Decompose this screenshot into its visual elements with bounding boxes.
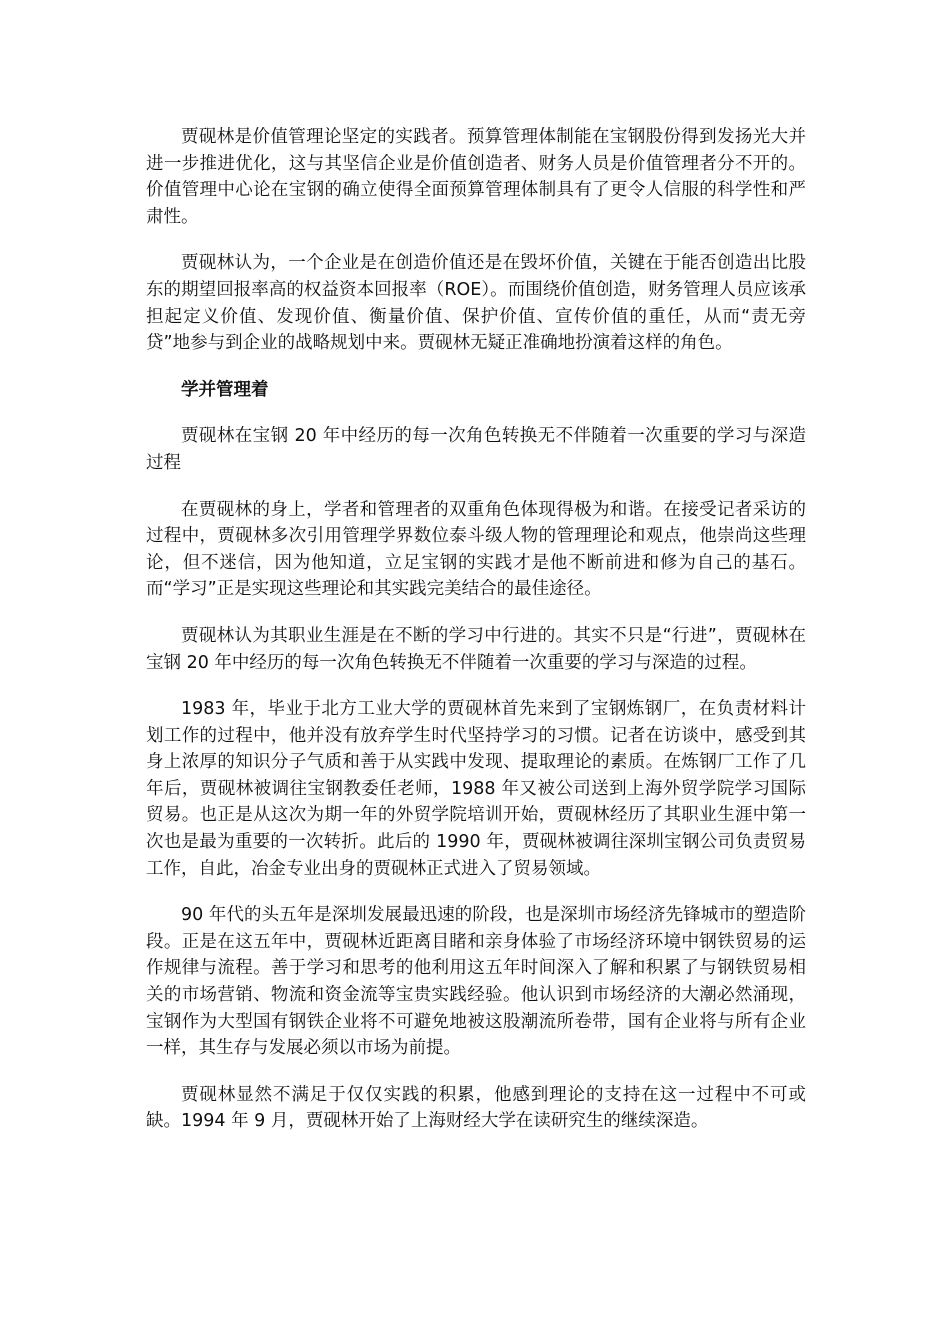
document-page bbox=[146, 124, 806, 1155]
paragraph-90s-shenzhen: 90 年代的头五年是深圳发展最迅速的阶段，也是深圳市场经济先锋城市的塑造阶段。正是在这五年中，贾砚林近距离目睹和亲身体验了市场经济环境中钢铁贸易的运作规律与流程。善于学习和思考的他利用这五年时间深入了解和积累了与钢铁贸易相关的市场营销、物流和资金流等宝贵实践经验。他认识到市场经济的大潮必然涌现，宝钢作为大型国有钢铁企业将不可避免地被这股潮流所卷带，国有企业将与所有企业一样，其生存与发展必须以市场为前提。 bbox=[146, 905, 806, 1059]
paragraph-1983: 1983 年，毕业于北方工业大学的贾砚林首先来到了宝钢炼钢厂，在负责材料计划工作的过程中，他并没有放弃学生时代坚持学习的习惯。记者在访谈中，感受到其身上浓厚的知识分子气质和善于从实践中发现、提取理论的素质。在炼钢厂工作了几年后，贾砚林被调往宝钢教委任老师，1988 年又被公司送到上海外贸学院学习国际贸易。也正是从这次为期一年的外贸学院培训开始，贾砚林经历了其职业生涯中第一次也是最为重要的一次转折。此后的 1990 年，贾砚林被调往深圳宝钢公司负责贸易工作，自此，冶金专业出身的贾砚林正式进入了贸易领域。 bbox=[146, 699, 806, 879]
paragraph-value-management: 贾砚林是价值管理论坚定的实践者。预算管理体制能在宝钢股份得到发扬光大并进一步推进优化，这与其坚信企业是价值创造者、财务人员是价值管理者分不开的。价值管理中心论在宝钢的确立使得全面预算管理体制具有了更令人信服的科学性和严肃性。 bbox=[146, 127, 806, 227]
paragraph-subtitle: 贾砚林在宝钢 20 年中经历的每一次角色转换无不伴随着一次重要的学习与深造过程 bbox=[146, 426, 806, 473]
paragraph-scholar-manager: 在贾砚林的身上，学者和管理者的双重角色体现得极为和谐。在接受记者采访的过程中，贾砚林多次引用管理学界数位泰斗级人物的管理理论和观点，他崇尚这些理论，但不迷信，因为他知道，立足宝钢的实践才是他不断前进和修为自己的基石。而“学习”正是实现这些理论和其实践完美结合的最佳途径。 bbox=[146, 499, 806, 600]
paragraph-1994: 贾砚林显然不满足于仅仅实践的积累，他感到理论的支持在这一过程中不可或缺。1994 年 9 月，贾砚林开始了上海财经大学在读研究生的继续深造。 bbox=[146, 1084, 806, 1132]
section-heading: 学并管理着 bbox=[181, 379, 269, 400]
paragraph-roe: 贾砚林认为，一个企业是在创造价值还是在毁坏价值，关键在于能否创造出比股东的期望回报率高的权益资本回报率（ROE）。而围绕价值创造，财务管理人员应该承担起定义价值、发现价值、衡量价值、保护价值、宣传价值的重任，从而“责无旁贷”地参与到企业的战略规划中来。贾砚林无疑正准确地扮演着这样的角色。 bbox=[146, 253, 806, 354]
paragraph-career-learning: 贾砚林认为其职业生涯是在不断的学习中行进的。其实不只是“行进”，贾砚林在宝钢 20 年中经历的每一次角色转换无不伴随着一次重要的学习与深造的过程。 bbox=[146, 625, 806, 673]
